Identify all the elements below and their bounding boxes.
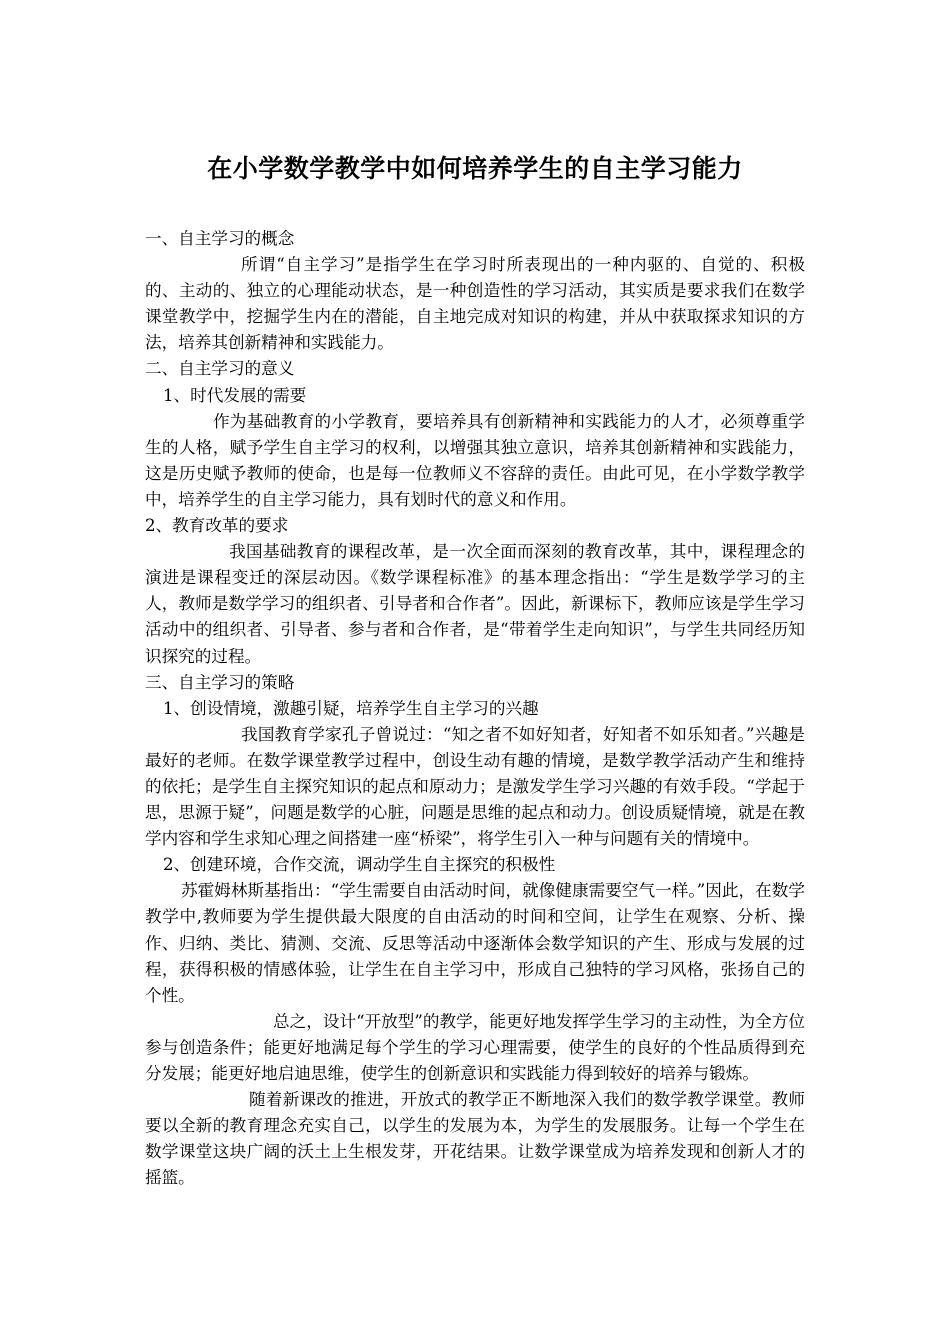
section-heading-concept: 一、自主学习的概念 [145,229,295,248]
paragraph-era-development: 作为基础教育的小学教育，要培养具有创新精神和实践能力的人才，必须尊重学生的人格，赋予学生自主学习的权利，以增强其独立意识，培养其创新精神和实践能力，这是历史赋予教师的使命，也是每一位教师义不容辞的责任。由此可见，在小学数学教学中，培养学生的自主学习能力，具有划时代的意义和作用。 [145,411,805,509]
document-title: 在小学数学教学中如何培养学生的自主学习能力 [207,153,743,183]
subheading-cooperation: 2、创建环境，合作交流，调动学生自主探究的积极性 [163,855,556,875]
document-body [145,226,805,1191]
subheading-era-development: 1、时代发展的需要 [163,385,307,405]
paragraph-create-situation: 我国教育学家孔子曾说过：“知之者不如好知者，好知者不如乐知者。”兴趣是最好的老师。在数学课堂教学过程中，创设生动有趣的情境，是数学教学活动产生和维持的依托；是学生自主探究知识的起点和原动力；是激发学生学习兴趣的有效手段。“学起于思，思源于疑”，问题是数学的心脏，问题是思维的起点和动力。创设质疑情境，就是在教学内容和学生求知心理之间搭建一座“桥梁”，将学生引入一种与问题有关的情境中。 [145,724,805,849]
paragraph-concept: 所谓“自主学习”是指学生在学习时所表现出的一种内驱的、自觉的、积极的、主动的、独立的心理能动状态，是一种创造性的学习活动，其实质是要求我们在数学课堂教学中，挖掘学生内在的潜能，自主地完成对知识的构建，并从中获取探求知识的方法，培养其创新精神和实践能力。 [145,255,805,353]
paragraph-conclusion: 随着新课改的推进，开放式的教学正不断地深入我们的数学教学课堂。教师要以全新的教育理念充实自己，以学生的发展为本，为学生的发展服务。让每一个学生在数学课堂这块广阔的沃土上生根发芽，开花结果。让数学课堂成为培养发现和创新人才的摇篮。 [145,1090,805,1188]
section-heading-significance: 二、自主学习的意义 [145,359,295,379]
subheading-create-situation: 1、创设情境，激趣引疑，培养学生自主学习的兴趣 [163,698,539,718]
paragraph-cooperation: 苏霍姆林斯基指出：“学生需要自由活动时间，就像健康需要空气一样。”因此，在数学教学中,教师要为学生提供最大限度的自由活动的时间和空间，让学生在观察、分析、操作、归纳、类比、猜测、交流、反思等活动中逐渐体会数学知识的产生、形成与发展的过程，获得积极的情感体验，让学生在自主学习中，形成自己独特的学习风格，张扬自己的个性。 [145,881,805,1005]
subheading-education-reform: 2、教育改革的要求 [145,516,289,536]
section-heading-strategy: 三、自主学习的策略 [145,672,295,692]
paragraph-education-reform: 我国基础教育的课程改革，是一次全面而深刻的教育改革，其中，课程理念的演进是课程变迁的深层动因。《数学课程标准》的基本理念指出：“学生是数学学习的主人，教师是数学学习的组织者、引导者和合作者”。因此，新课标下，教师应该是学生学习活动中的组织者、引导者、参与者和合作者，是“带着学生走向知识”，与学生共同经历知识探究的过程。 [145,542,805,666]
paragraph-summary: 总之，设计“开放型”的教学，能更好地发挥学生学习的主动性，为全方位参与创造条件；能更好地满足每个学生的学习心理需要，使学生的良好的个性品质得到充分发展；能更好地启迪思维，使学生的创新意识和实践能力得到较好的培养与锻炼。 [145,1011,805,1083]
